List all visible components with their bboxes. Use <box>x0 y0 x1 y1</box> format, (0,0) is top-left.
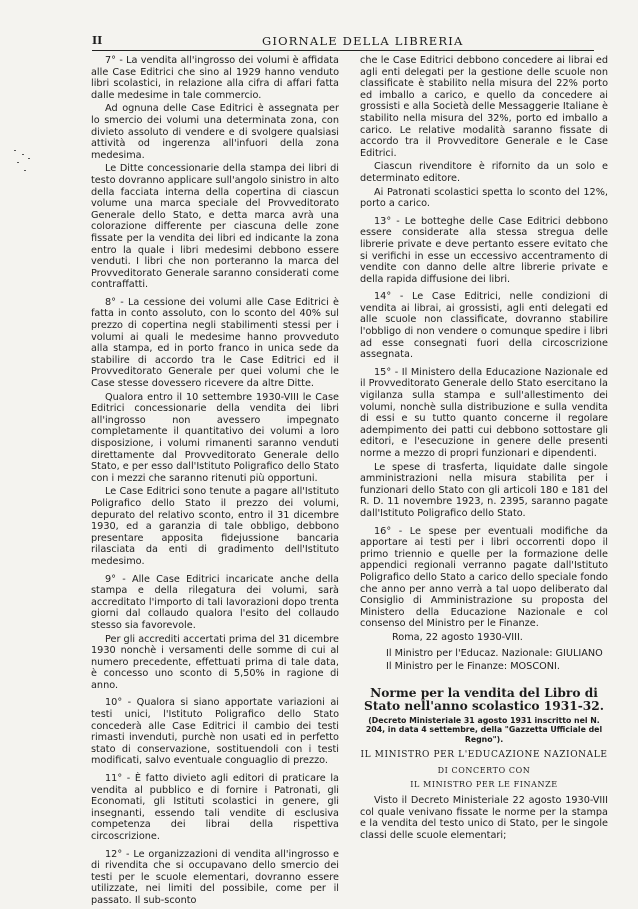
paragraph: Le Case Editrici sono tenute a pagare all'Istituto Poligrafico dello Stato il prezzo dei volumi, depurato del relativo sconto, entro il 31 dicembre 1930, ed a garanzia di tale obbligo, debbono presentare apposita fidejussione bancaria rilasciata da enti di gradimento dell'Istituto medesimo. <box>91 486 339 567</box>
right-column <box>360 55 608 843</box>
paragraph: Le spese di trasferta, liquidate dalle singole amministrazioni nella misura stabilita per i funzionari dello Stato con gli articoli 180 e 181 del R. D. 11 novembre 1923, n. 2395, saranno pagate dall'Istituto Poligrafico dello Stato. <box>360 461 608 519</box>
paragraph: Ai Patronati scolastici spetta lo sconto del 12%, porto a carico. <box>360 186 608 210</box>
minister-heading: IL MINISTRO PER L'EDUCAZIONE NAZIONALE <box>360 750 608 761</box>
section-title: Norme per la vendita del Libro di Stato nell'anno scolastico 1931-32. <box>364 685 604 714</box>
section-subtitle: (Decreto Ministeriale 31 agosto 1931 inscritto nel N. 204, in data 4 settembre, della "Gazzetta Ufficiale del Regno"). <box>365 715 603 744</box>
journal-title: GIORNALE DELLA LIBRERIA <box>262 34 464 48</box>
signature-finance: Il Ministro per le Finanze: MOSCONI. <box>386 661 560 673</box>
scan-specks <box>14 150 44 190</box>
paragraph: Ad ognuna delle Case Editrici è assegnata per lo smercio dei volumi una determinata zona, con divieto assoluto di vendere e di svolgere qualsiasi attività od ingerenza all'infuori della zona medesima. <box>91 103 339 161</box>
concerto-line: DI CONCERTO CON <box>437 765 531 775</box>
paragraph: Per gli accrediti accertati prima del 31 dicembre 1930 nonchè i versamenti delle somme di cui al numero precedente, effettuati prima di tale data, è concesso uno sconto di 5,50% in ragione di anno. <box>91 633 339 691</box>
left-column <box>91 55 339 909</box>
paragraph: Qualora entro il 10 settembre 1930-VIII le Case Editrici concessionarie della vendita dei libri all'ingrosso non avessero impegnato completamente il quantitativo dei volumi a loro disposizione, i volumi rimanenti saranno venduti direttamente dal Provveditorato Generale dello Stato, e per esso dall'Istituto Poligrafico dello Stato con i mezzi che saranno ritenuti più opportuni. <box>91 391 339 484</box>
page-number: II <box>92 34 103 47</box>
header-rule <box>92 50 594 51</box>
paragraph: 7° - La vendita all'ingrosso dei volumi è affidata alle Case Editrici che sino al 1929 hanno venduto libri scolastici, in relazione alla cifra di affari fatta dalle medesime in tale commercio. <box>91 55 339 101</box>
paragraph: 14° - Le Case Editrici, nelle condizioni di vendita ai librai, ai grossisti, agli enti delegati ed alle scuole non classificate, dovranno stabilire l'obbligo di non vendere o comunque spedire i libri ad esse consegnati fuori della circoscrizione assegnata. <box>360 291 608 361</box>
paragraph: 9° - Alle Case Editrici incaricate anche della stampa e della rilegatura dei volumi, sarà accreditato l'importo di tali lavorazioni dopo trenta giorni dal collaudo qualora l'esito del collaudo stesso sia favorevole. <box>91 573 339 631</box>
signature-education: Il Ministro per l'Educaz. Nazionale: GIULIANO <box>386 647 603 659</box>
paragraph-continuation: che le Case Editrici debbono concedere ai librai ed agli enti delegati per la gestione delle scuole non classificate è stabilito nella misura del 22% porto ed imballo a carico, e quello da concedere ai grossisti e alla Società delle Messaggerie Italiane è stabilito nella misura del 32%, porto ed imballo a carico. Le relative modalità saranno fissate di accordo tra il Provveditore Generale e le Case Editrici. <box>360 55 608 159</box>
place-date: Roma, 22 agosto 1930-VIII. <box>392 631 523 643</box>
paragraph: 13° - Le botteghe delle Case Editrici debbono essere considerate alla stessa stregua delle librerie private e deve pertanto essere evitato che si verifichi in esse un eccessivo accentramento di vendite con danno delle altre librerie private e della rapida diffusione dei libri. <box>360 215 608 285</box>
finance-heading: IL MINISTRO PER LE FINANZE <box>410 780 558 790</box>
paragraph: 12° - Le organizzazioni di vendita all'ingrosso e di rivendita che si occupavano dello smercio dei testi per le scuole elementari, dovranno essere utilizzate, nei limiti del possibile, come per il passato. Il sub-sconto <box>91 848 339 906</box>
paragraph: 11° - È fatto divieto agli editori di praticare la vendita al pubblico e di fornire i Patronati, gli Economati, gli Istituti scolastici in genere, gli insegnanti, essendo tali vendite di esclusiva competenza dei librai della rispettiva circoscrizione. <box>91 773 339 842</box>
paragraph: Le Ditte concessionarie della stampa dei libri di testo dovranno applicare sull'angolo sinistro in alto della facciata interna della copertina di ciascun volume una marca speciale del Provveditorato Generale dello Stato, e detta marca avrà una colorazione differente per ciascuna delle zone fissate per la vendita dei libri ed indicante la zona entro la quale i libri medesimi debbono essere venduti. I libri che non porteranno la marca del Provveditorato Generale saranno considerati come contraffatti. <box>91 163 339 291</box>
running-header <box>92 34 592 48</box>
paragraph: 16° - Le spese per eventuali modifiche da apportare ai testi per i libri occorrenti dopo il primo triennio e quelle per la formazione delle appendici regionali verranno pagate dall'Istituto Poligrafico dello Stato a carico dello speciale fondo che anno per anno verrà a tal uopo deliberato dal Consiglio di Amministrazione su proposta del Ministero della Educazione Nazionale e col consenso del Ministro per le Finanze. <box>360 525 608 630</box>
paragraph: 10° - Qualora si siano apportate variazioni ai testi unici, l'Istituto Poligrafico dello Stato concederà alle Case Editrici il cambio dei testi rimasti invenduti, purchè non usati ed in perfetto stato di conservazione, sostituendoli con i testi modificati, salvo eventuale conguaglio di prezzo. <box>91 697 339 767</box>
paragraph: 15° - Il Ministero della Educazione Nazionale ed il Provveditorato Generale dello Stato esercitano la vigilanza sulla stampa e sull'allestimento dei volumi, nonchè sulla distribuzione e sulla vendita di essi e su tutto quanto concerne il regolare adempimento dei patti cui debbono sottostare gli editori, e l'esecuzione in genere delle presenti norme a mezzo di propri funzionari e dipendenti. <box>360 366 608 459</box>
closing-paragraph: Visto il Decreto Ministeriale 22 agosto 1930-VIII col quale venivano fissate le norme per la stampa e la vendita del testo unico di Stato, per le singole classi delle scuole elementari; <box>360 794 608 841</box>
paragraph: Ciascun rivenditore è rifornito da un solo e determinato editore. <box>360 161 608 184</box>
paragraph: 8° - La cessione dei volumi alle Case Editrici è fatta in conto assoluto, con lo sconto del 40% sul prezzo di copertina negli stabilimenti stessi per i volumi ai quali le medesime hanno provveduto alla stampa, ed in porto franco in unica sede da stabilire di accordo tra le Case Editrici ed il Provveditorato Generale per quei volumi che le Case stesse dovessero ricevere da altre Ditte. <box>91 296 339 390</box>
